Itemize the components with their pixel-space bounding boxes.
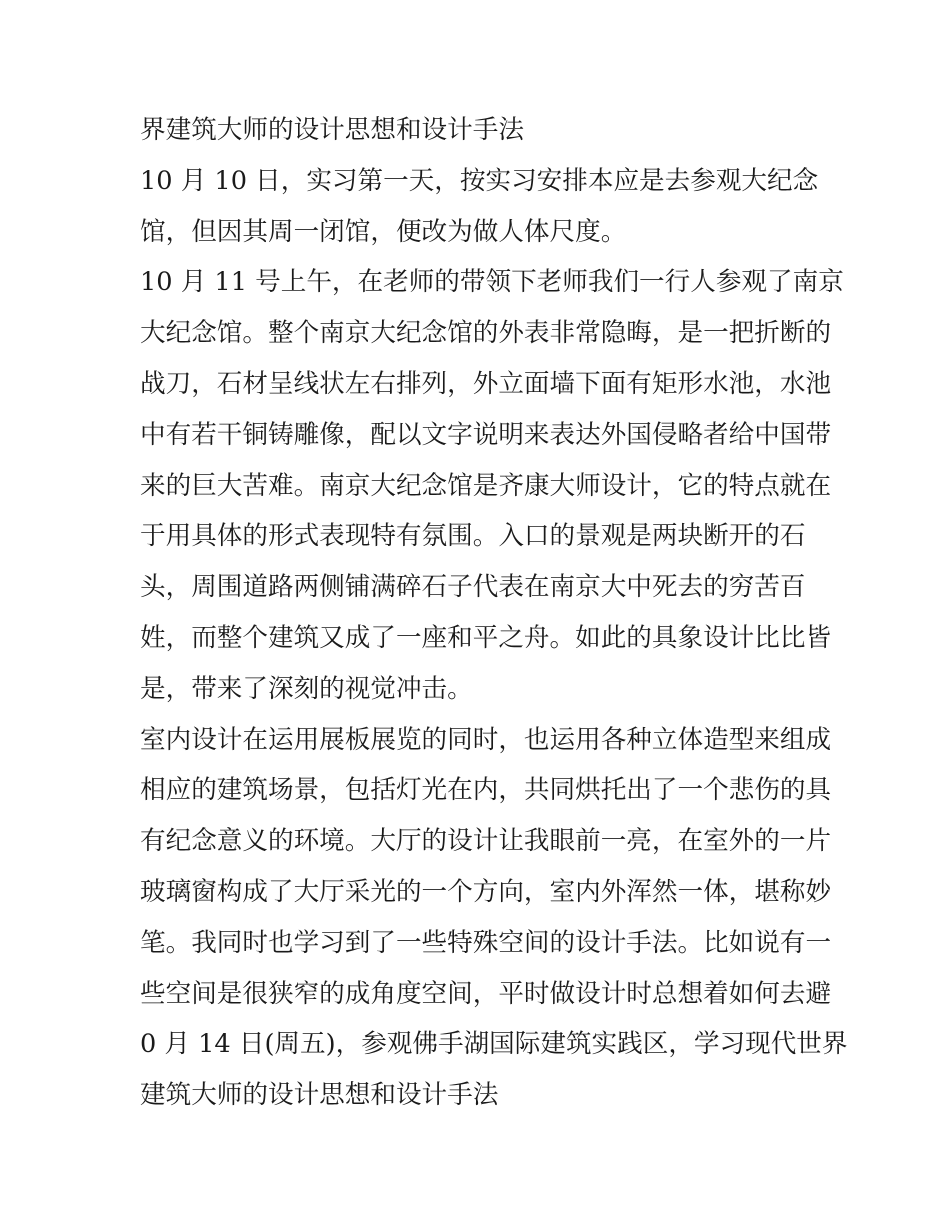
text-line: 10 月 10 日，实习第一天，按实习安排本应是去参观大纪念 xyxy=(140,165,819,196)
text-line: 来的巨大苦难。南京大纪念馆是齐康大师设计，它的特点就在 xyxy=(140,470,832,501)
text-line: 馆，但因其周一闭馆，便改为做人体尺度。 xyxy=(140,216,627,247)
text-line: 笔。我同时也学习到了一些特殊空间的设计手法。比如说有一 xyxy=(140,927,832,958)
text-line: 0 月 14 日(周五)，参观佛手湖国际建筑实践区，学习现代世界 xyxy=(140,1029,848,1060)
text-line: 大纪念馆。整个南京大纪念馆的外表非常隐晦，是一把折断的 xyxy=(140,318,832,349)
text-line: 相应的建筑场景，包括灯光在内，共同烘托出了一个悲伤的具 xyxy=(140,775,832,806)
text-line: 有纪念意义的环境。大厅的设计让我眼前一亮，在室外的一片 xyxy=(140,826,832,857)
text-line: 姓，而整个建筑又成了一座和平之舟。如此的具象设计比比皆 xyxy=(140,622,832,653)
document-page xyxy=(140,105,848,1121)
text-line: 建筑大师的设计思想和设计手法 xyxy=(140,1080,499,1111)
text-line: 10 月 11 号上午，在老师的带领下老师我们一行人参观了南京 xyxy=(140,267,844,298)
text-line: 玻璃窗构成了大厅采光的一个方向，室内外浑然一体，堪称妙 xyxy=(140,876,832,907)
text-line: 是，带来了深刻的视觉冲击。 xyxy=(140,673,473,704)
text-line: 中有若干铜铸雕像，配以文字说明来表达外国侵略者给中国带 xyxy=(140,419,832,450)
text-line: 战刀，石材呈线状左右排列，外立面墙下面有矩形水池，水池 xyxy=(140,368,832,399)
text-line: 些空间是很狭窄的成角度空间，平时做设计时总想着如何去避 xyxy=(140,978,832,1009)
text-line: 界建筑大师的设计思想和设计手法 xyxy=(140,115,524,145)
text-line: 于用具体的形式表现特有氛围。入口的景观是两块断开的石 xyxy=(140,521,806,552)
text-line: 头，周围道路两侧铺满碎石子代表在南京大中死去的穷苦百 xyxy=(140,572,806,603)
text-line: 室内设计在运用展板展览的同时，也运用各种立体造型来组成 xyxy=(140,724,832,755)
